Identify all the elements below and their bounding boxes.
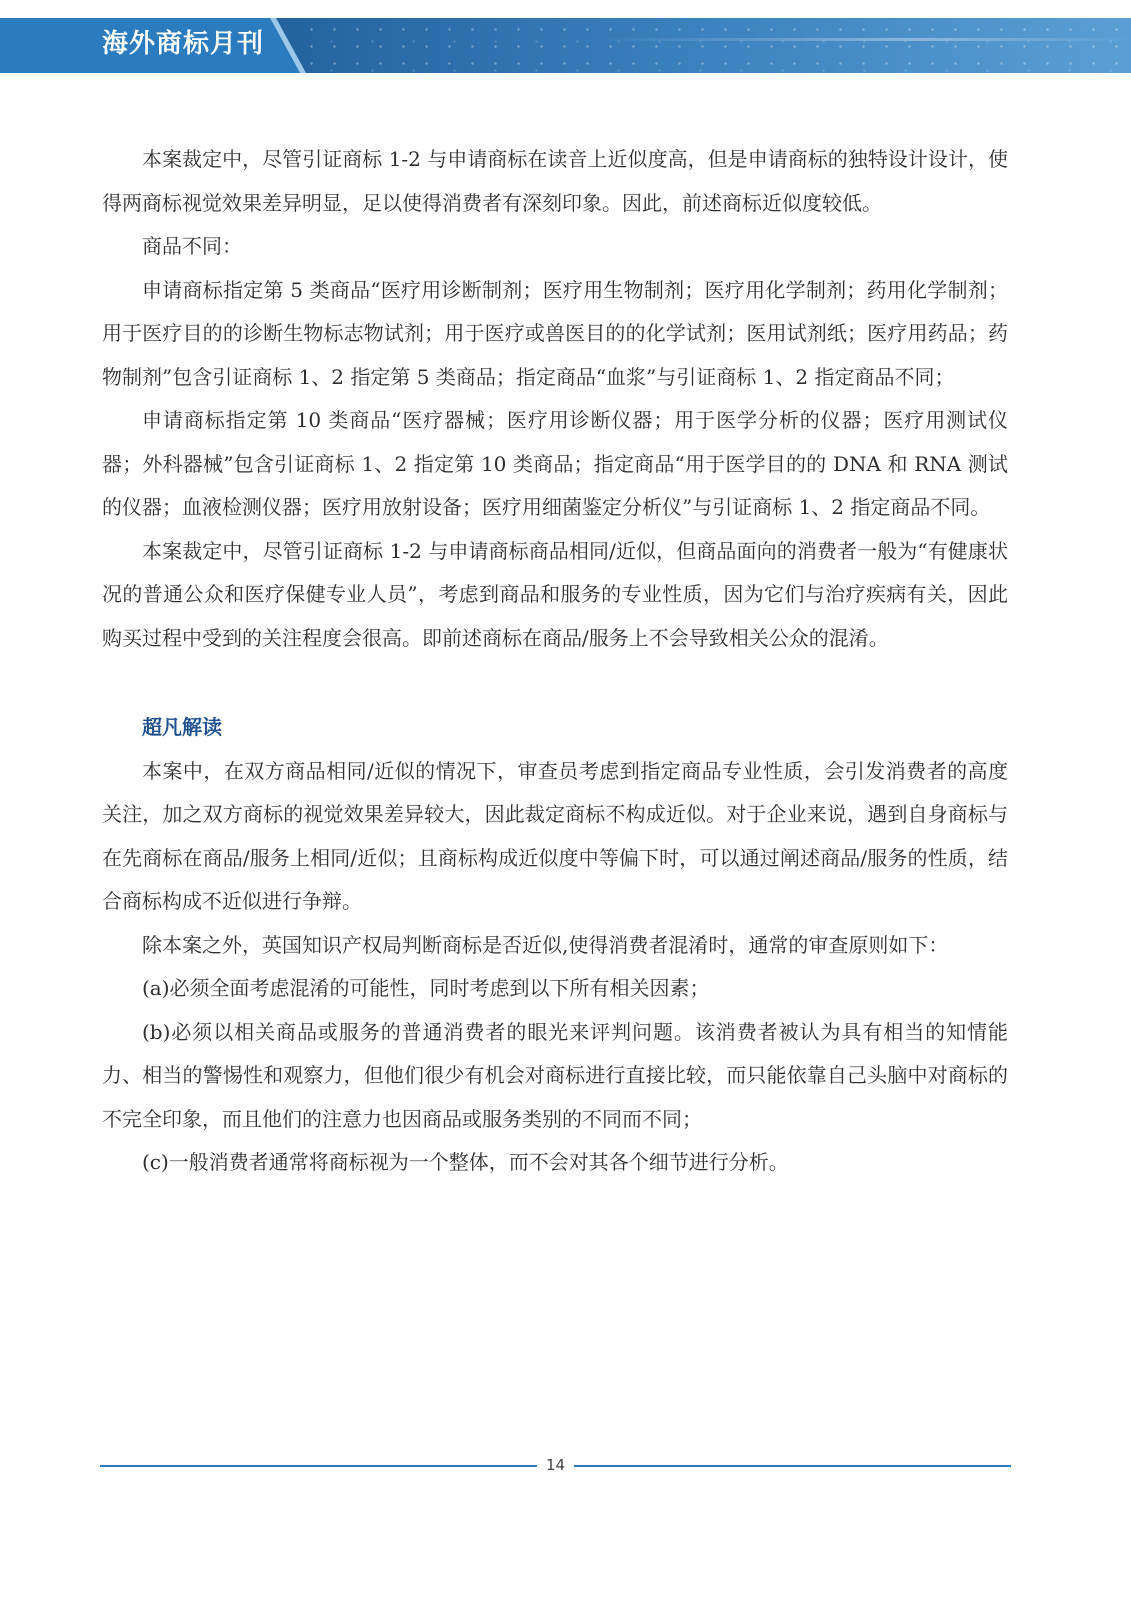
paragraph: 本案裁定中，尽管引证商标 1-2 与申请商标在读音上近似度高，但是申请商标的独特设计设计，使得两商标视觉效果差异明显，足以使得消费者有深刻印象。因此，前述商标近似度较低。 bbox=[102, 147, 1008, 215]
paragraph: (b)必须以相关商品或服务的普通消费者的眼光来评判问题。该消费者被认为具有相当的知情能力、相当的警惕性和观察力，但他们很少有机会对商标进行直接比较，而只能依靠自己头脑中对商标的不完全印象，而且他们的注意力也因商品或服务类别的不同而不同； bbox=[102, 1019, 1008, 1131]
footer-rule-right bbox=[574, 1465, 1011, 1467]
paragraph: 除本案之外，英国知识产权局判断商标是否近似,使得消费者混淆时，通常的审查原则如下： bbox=[142, 932, 949, 957]
section-heading: 超凡解读 bbox=[142, 715, 222, 739]
section-spacer bbox=[102, 660, 1008, 706]
paragraph: 申请商标指定第 10 类商品“医疗器械；医疗用诊断仪器；用于医学分析的仪器；医疗用测试仪器；外科器械”包含引证商标 1、2 指定第 10 类商品；指定商品“用于医学目的的 DNA 和 RNA 测试的仪器；血液检测仪器；医疗用放射设备；医疗用细菌鉴定分析仪”与引证商标 1、2 指定商品不同。 bbox=[102, 408, 1008, 519]
banner-streak bbox=[600, 38, 1131, 41]
page-number: 14 bbox=[545, 1456, 566, 1474]
paragraph: 申请商标指定第 5 类商品“医疗用诊断制剂；医疗用生物制剂；医疗用化学制剂；药用化学制剂；用于医疗目的的诊断生物标志物试剂；用于医疗或兽医目的的化学试剂；医用试剂纸；医疗用药品；药物制剂”包含引证商标 1、2 指定第 5 类商品；指定商品“血浆”与引证商标 1、2 指定商品不同； bbox=[102, 277, 1008, 389]
paragraph: (c)一般消费者通常将商标视为一个整体，而不会对其各个细节进行分析。 bbox=[142, 1150, 789, 1174]
banner-texture bbox=[300, 18, 1131, 73]
footer-rule-left bbox=[100, 1465, 537, 1467]
article-body bbox=[102, 138, 1008, 1185]
paragraph: 商品不同： bbox=[142, 234, 242, 258]
paragraph: (a)必须全面考虑混淆的可能性，同时考虑到以下所有相关因素； bbox=[142, 976, 710, 1000]
paragraph: 本案中，在双方商品相同/近似的情况下，审查员考虑到指定商品专业性质，会引发消费者的高度关注，加之双方商标的视觉效果差异较大，因此裁定商标不构成近似。对于企业来说，遇到自身商标与在先商标在商品/服务上相同/近似；且商标构成近似度中等偏下时，可以通过阐述商品/服务的性质，结合商标构成不近似进行争辩。 bbox=[102, 758, 1008, 913]
paragraph: 本案裁定中，尽管引证商标 1-2 与申请商标商品相同/近似，但商品面向的消费者一般为“有健康状况的普通公众和医疗保健专业人员”，考虑到商品和服务的专业性质，因为它们与治疗疾病有关，因此购买过程中受到的关注程度会很高。即前述商标在商品/服务上不会导致相关公众的混淆。 bbox=[102, 538, 1008, 650]
publication-title: 海外商标月刊 bbox=[102, 29, 265, 59]
